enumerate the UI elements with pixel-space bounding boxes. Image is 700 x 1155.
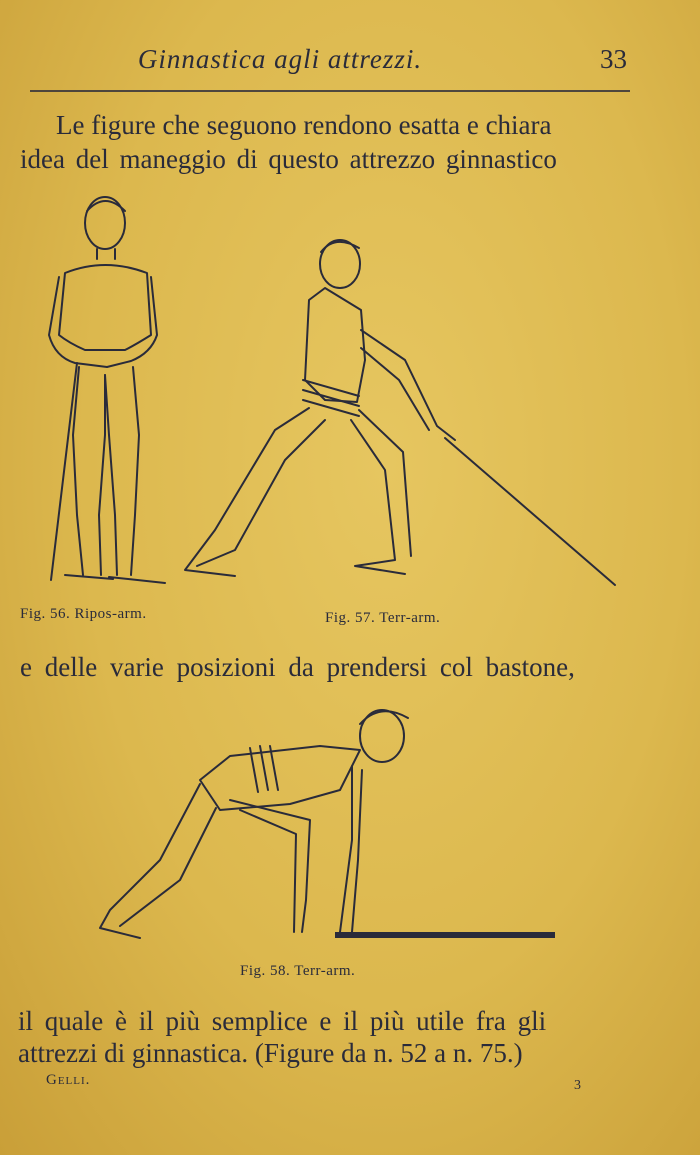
figure-57-illustration (175, 230, 625, 590)
header-rule (30, 90, 630, 92)
intro-line-2: idea del maneggio di questo attrezzo ginnastico (20, 144, 557, 174)
intro-line-1: Le figure che seguono rendono esatta e chiara (56, 110, 552, 140)
end-line-2: attrezzi di ginnastica. (Figure da n. 52 a n. 75.) (18, 1038, 523, 1068)
figure-56-illustration (35, 185, 175, 590)
figure-58-illustration (90, 700, 560, 950)
end-line-1: il quale è il più semplice e il più utile fra gli (18, 1006, 547, 1036)
footer-signature: Gelli. (46, 1072, 91, 1088)
middle-line: e delle varie posizioni da prendersi col bastone, (20, 652, 575, 682)
page-number: 33 (600, 44, 627, 74)
figure-56-caption: Fig. 56. Ripos-arm. (20, 606, 147, 622)
figure-57-caption: Fig. 57. Terr-arm. (325, 610, 441, 626)
running-header-title: Ginnastica agli attrezzi. (137, 44, 423, 74)
sheet-number: 3 (574, 1078, 581, 1093)
figure-58-caption: Fig. 58. Terr-arm. (240, 963, 356, 979)
